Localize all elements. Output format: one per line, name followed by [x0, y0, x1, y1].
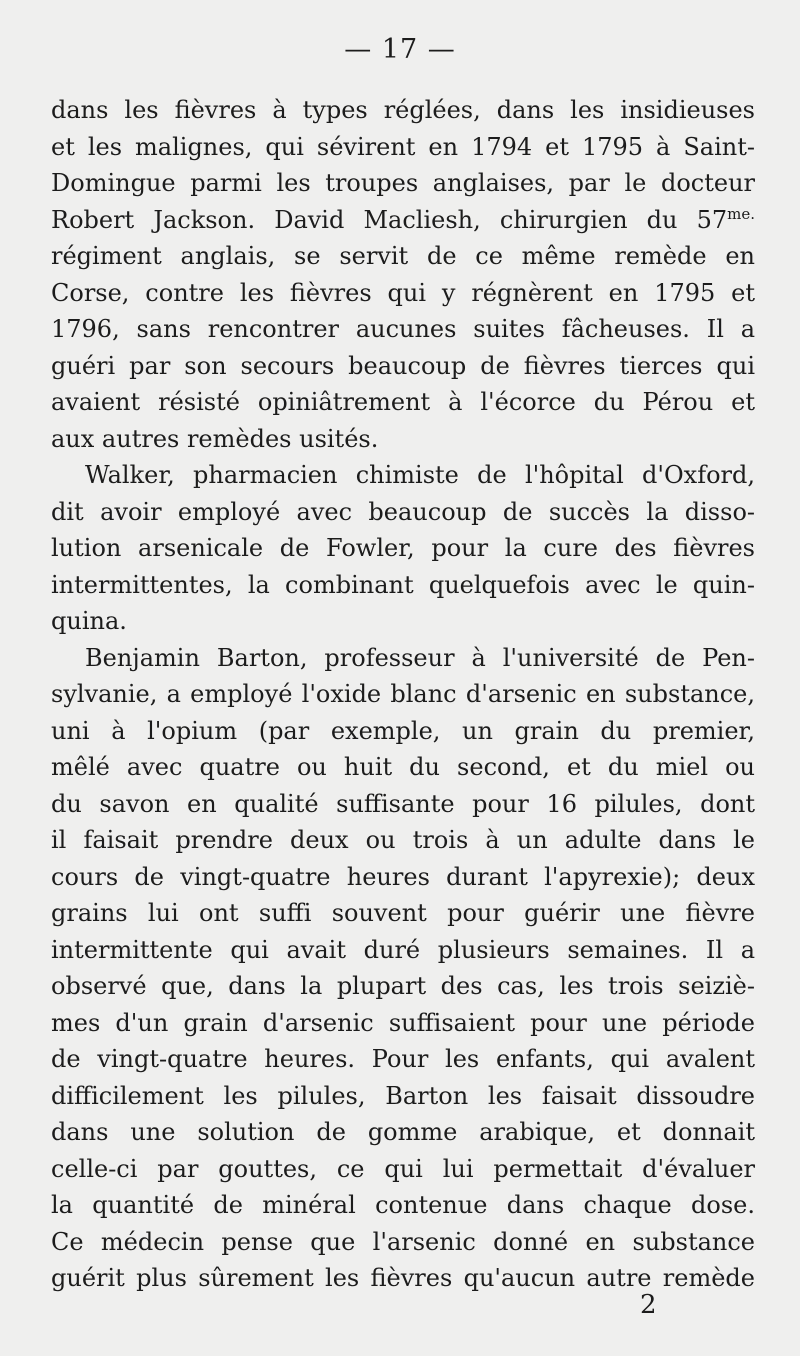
text-line: aux autres remèdes usités. [51, 424, 379, 453]
text-line: mes d'un grain d'arsenic suffisaient pour une période [51, 1008, 755, 1037]
text-line: intermittente qui avait duré plusieurs semaines. Il a [51, 935, 755, 964]
text-line: mêlé avec quatre ou huit du second, et du miel ou [51, 753, 755, 781]
text-line: uni à l'opium (par exemple, un grain du premier, [51, 716, 755, 745]
body-text [51, 92, 755, 1297]
text-line: 1796, sans rencontrer aucunes suites fâcheuses. Il a [51, 315, 755, 343]
text-line: guéri par son secours beaucoup de fièvres tierces qui [51, 351, 755, 380]
text-line: de vingt-quatre heures. Pour les enfants, qui avalent [51, 1045, 755, 1073]
text-line: du savon en qualité suffisante pour 16 pilules, dont [51, 789, 755, 818]
text-line: il faisait prendre deux ou trois à un adulte dans le [51, 826, 755, 854]
text-line-main: Robert Jackson. David Macliesh, chirurgien du 57 [51, 205, 728, 234]
signature-mark: 2 [640, 1290, 657, 1320]
text-line: et les malignes, qui sévirent en 1794 et 1795 à Saint- [51, 132, 755, 161]
text-line: Ce médecin pense que l'arsenic donné en substance [51, 1227, 755, 1256]
text-line: celle-ci par gouttes, ce qui lui permettait d'évaluer [51, 1154, 755, 1183]
text-line: observé que, dans la plupart des cas, les trois seiziè- [51, 972, 755, 1000]
text-line: cours de vingt-quatre heures durant l'apyrexie); deux [51, 862, 755, 891]
text-line: Benjamin Barton, professeur à l'université de Pen- [85, 643, 755, 672]
text-line: guérit plus sûrement les fièvres qu'aucun autre remède [51, 1264, 755, 1292]
superscript-me: me. [727, 204, 755, 223]
text-line: quina. [51, 607, 127, 635]
text-line: dit avoir employé avec beaucoup de succès la disso- [51, 497, 755, 526]
text-line: la quantité de minéral contenue dans chaque dose. [51, 1191, 755, 1219]
text-line: grains lui ont suffi souvent pour guérir une fièvre [51, 899, 755, 927]
text-line: Corse, contre les fièvres qui y régnèrent en 1795 et [51, 278, 755, 307]
text-line: Domingue parmi les troupes anglaises, par le docteur [51, 169, 755, 197]
text-line: Walker, pharmacien chimiste de l'hôpital d'Oxford, [85, 461, 755, 489]
text-line: intermittentes, la combinant quelquefois avec le quin- [51, 570, 755, 599]
text-line: sylvanie, a employé l'oxide blanc d'arsenic en substance, [51, 680, 755, 708]
text-line: avaient résisté opiniâtrement à l'écorce du Pérou et [51, 388, 755, 416]
text-line: lution arsenicale de Fowler, pour la cure des fièvres [51, 534, 755, 562]
page-number-header: — 17 — [344, 34, 456, 65]
text-line [51, 202, 755, 239]
text-line: dans les fièvres à types réglées, dans les insidieuses [51, 96, 755, 124]
text-line: difficilement les pilules, Barton les faisait dissoudre [51, 1081, 755, 1110]
text-line: dans une solution de gomme arabique, et donnait [51, 1118, 755, 1146]
text-line: régiment anglais, se servit de ce même remède en [51, 242, 755, 270]
